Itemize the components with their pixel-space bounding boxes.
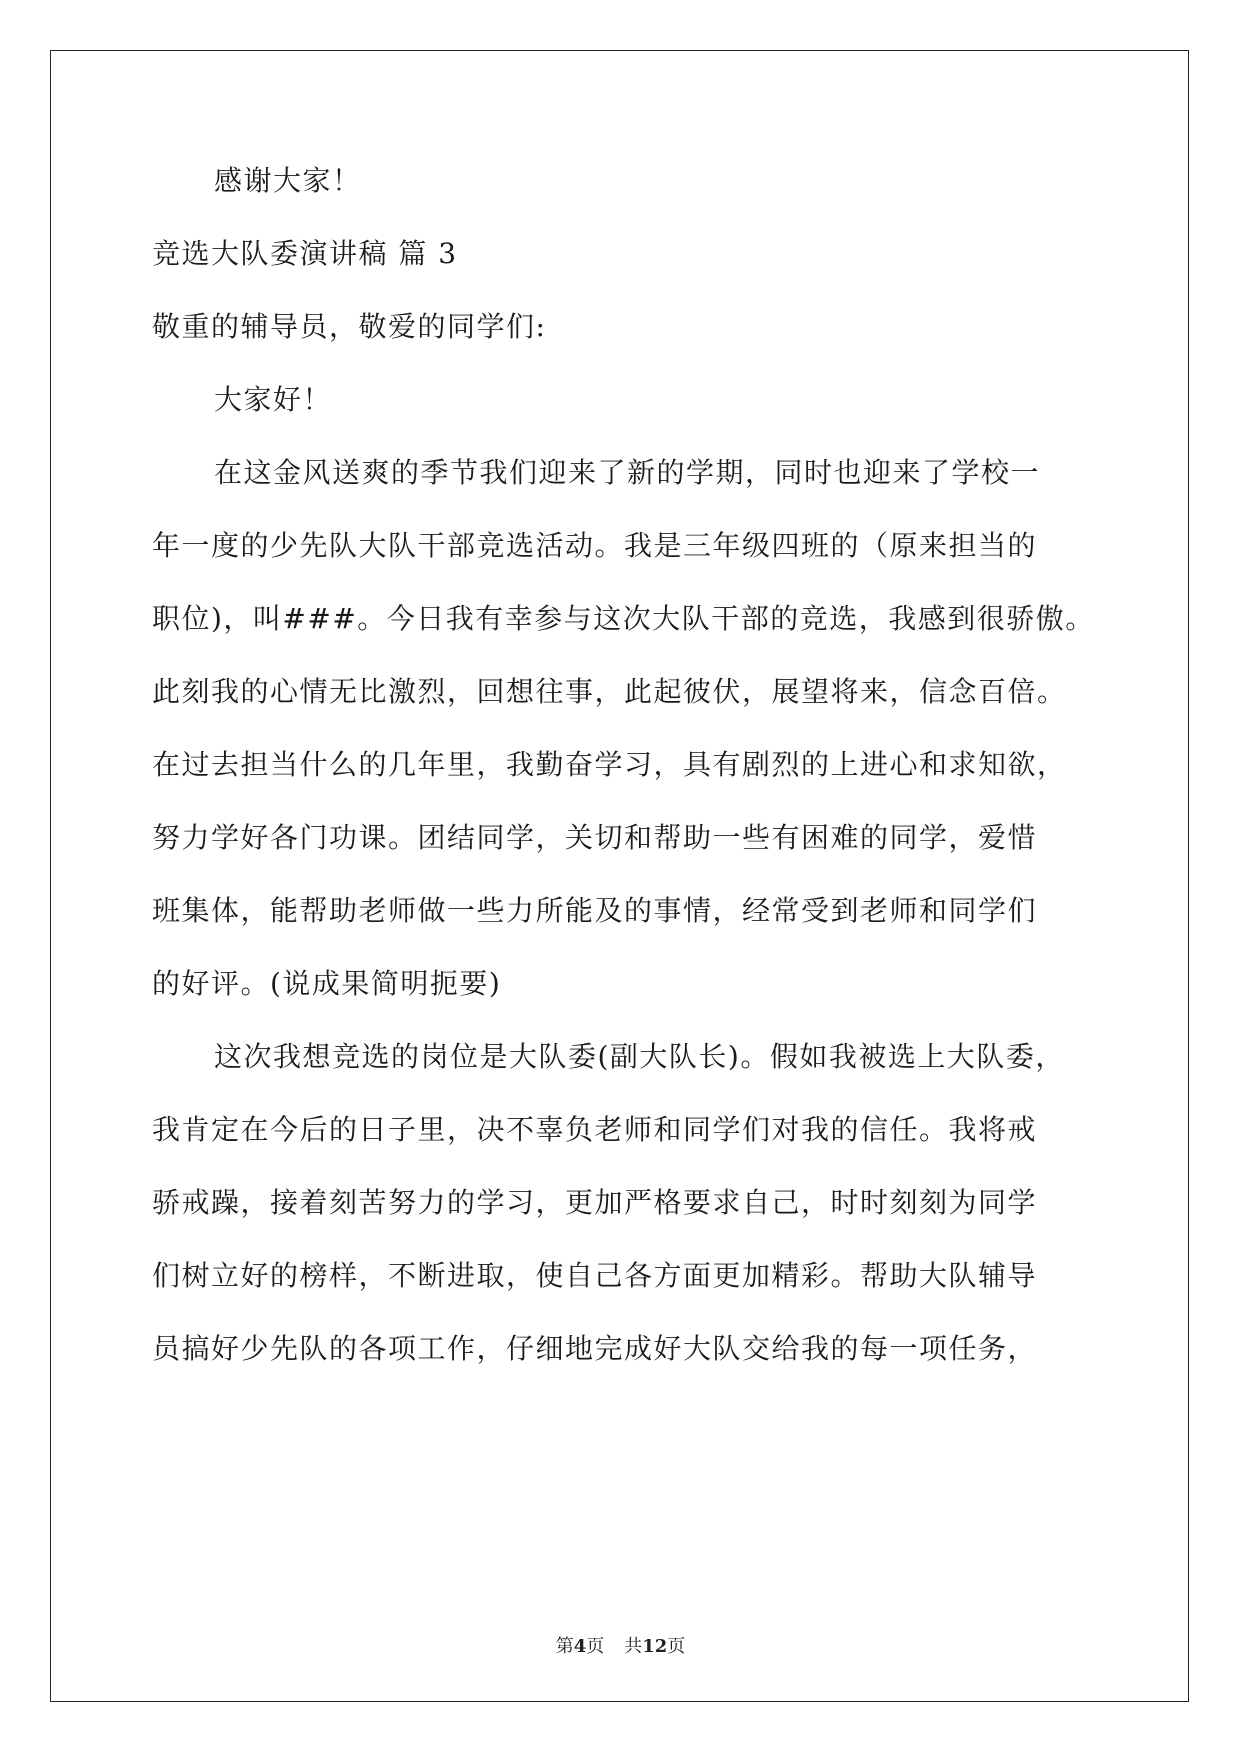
footer-total-suffix: 页: [667, 1636, 686, 1657]
page-number: 4: [573, 1636, 587, 1657]
paragraph-line: 努力学好各门功课。团结同学，关切和帮助一些有困难的同学，爱惜: [152, 821, 1038, 854]
paragraph-line: 这次我想竞选的岗位是大队委(副大队长)。假如我被选上大队委，: [214, 1040, 1065, 1073]
total-pages: 12: [642, 1636, 668, 1657]
paragraph-line: 的好评。(说成果简明扼要): [152, 967, 502, 1000]
paragraph-line: 员搞好少先队的各项工作，仔细地完成好大队交给我的每一项任务，: [152, 1332, 1038, 1365]
paragraph-line: 此刻我的心情无比激烈，回想往事，此起彼伏，展望将来，信念百倍。: [152, 675, 1067, 708]
page-border: [50, 50, 1189, 1702]
paragraph-line: 我肯定在今后的日子里，决不辜负老师和同学们对我的信任。我将戒: [152, 1113, 1038, 1146]
footer-prefix: 第: [555, 1636, 574, 1657]
paragraph-line: 年一度的少先队大队干部竞选活动。我是三年级四班的（原来担当的: [152, 529, 1038, 562]
paragraph-line: 们树立好的榜样，不断进取，使自己各方面更加精彩。帮助大队辅导: [152, 1259, 1038, 1292]
page-footer: [0, 1632, 1241, 1658]
paragraph-line: 感谢大家！: [214, 164, 362, 197]
paragraph-line: 在这金风送爽的季节我们迎来了新的学期，同时也迎来了学校一: [214, 456, 1041, 489]
paragraph-line: 班集体，能帮助老师做一些力所能及的事情，经常受到老师和同学们: [152, 894, 1038, 927]
paragraph-line: 在过去担当什么的几年里，我勤奋学习，具有剧烈的上进心和求知欲，: [152, 748, 1067, 781]
footer-page-suffix: 页: [586, 1636, 605, 1657]
paragraph-line: 骄戒躁，接着刻苦努力的学习，更加严格要求自己，时时刻刻为同学: [152, 1186, 1038, 1219]
footer-total-prefix: 共: [624, 1636, 643, 1657]
salutation-line: 敬重的辅导员，敬爱的同学们:: [152, 310, 547, 343]
paragraph-line: 职位)，叫###。今日我有幸参与这次大队干部的竞选，我感到很骄傲。: [152, 602, 1095, 635]
greeting-line: 大家好！: [214, 383, 333, 416]
section-heading: 竞选大队委演讲稿 篇 3: [152, 237, 458, 270]
